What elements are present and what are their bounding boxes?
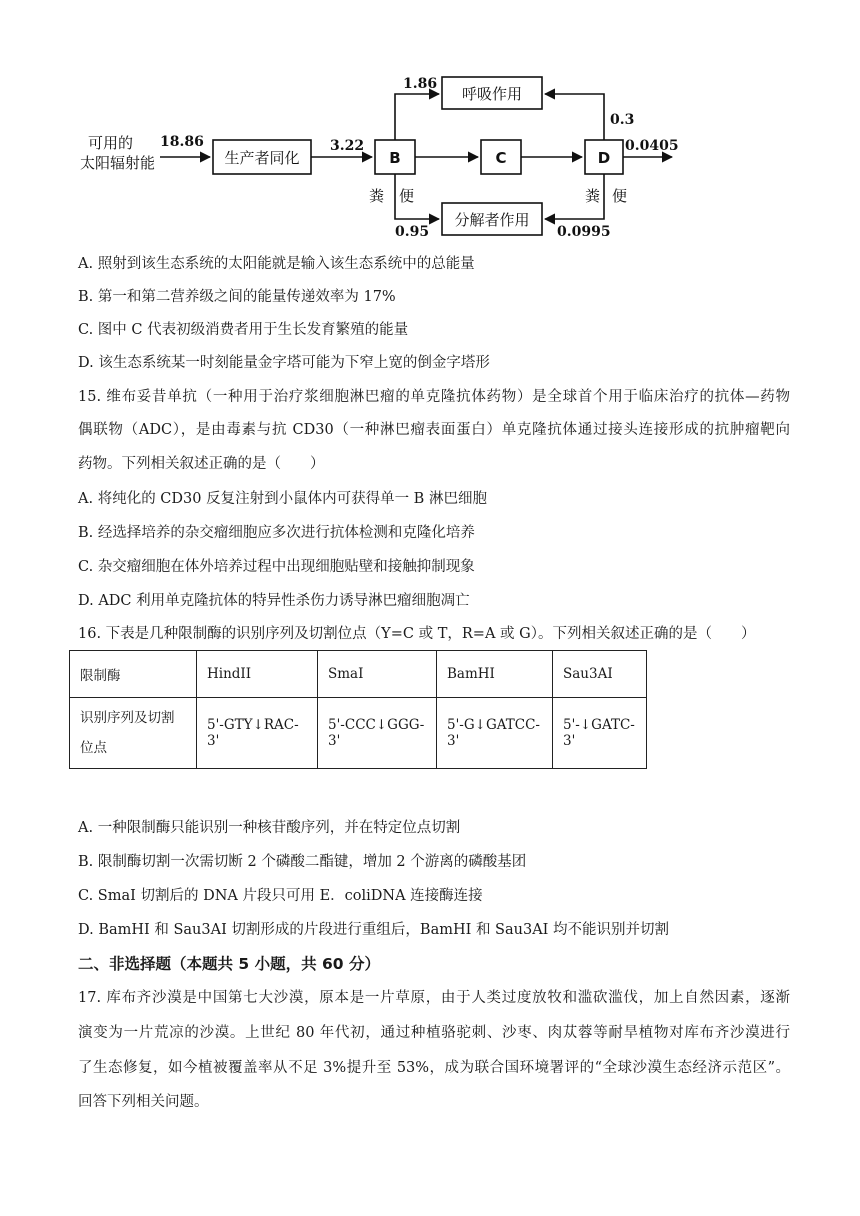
restriction-enzyme-table <box>69 650 647 769</box>
q15-stem-line-2: 偶联物（ADC），是由毒素与抗 CD30（一种淋巴瘤表面蛋白）单克隆抗体通过接头连接形成的抗肿瘤靶向 <box>78 422 790 438</box>
d-feces-label-1: 粪 <box>585 187 601 205</box>
arrow-b-to-respiration <box>395 94 439 140</box>
table-row <box>70 698 647 769</box>
source-label-2: 太阳辐射能 <box>80 154 156 172</box>
table-cell: Sau3AI <box>553 651 647 698</box>
energy-flow-diagram <box>0 0 860 250</box>
b-feces-label-1: 粪 <box>369 187 385 205</box>
q14-option-d: D. 该生态系统某一时刻能量金字塔可能为下窄上宽的倒金字塔形 <box>78 355 490 371</box>
source-label-1: 可用的 <box>88 134 134 152</box>
q15-option-a: A. 将纯化的 CD30 反复注射到小鼠体内可获得单一 B 淋巴细胞 <box>78 491 487 507</box>
arrow-d-to-respiration <box>545 94 604 140</box>
row-label-line-1: 识别序列及切割 <box>80 710 175 726</box>
node-c-label: C <box>495 149 507 167</box>
q17-line-4: 回答下列相关问题。 <box>78 1094 209 1110</box>
d-resp-value: 0.3 <box>610 112 635 128</box>
d-feces-label-2: 便 <box>612 187 628 205</box>
b-feces-label-2: 便 <box>399 187 415 205</box>
b-resp-value: 1.86 <box>403 76 438 92</box>
q14-option-b: B. 第一和第二营养级之间的能量传递效率为 17% <box>78 289 396 305</box>
q15-stem-line-3: 药物。下列相关叙述正确的是（ ） <box>78 456 325 472</box>
q15-option-d: D. ADC 利用单克隆抗体的特异性杀伤力诱导淋巴瘤细胞凋亡 <box>78 593 470 609</box>
q15-option-c: C. 杂交瘤细胞在体外培养过程中出现细胞贴壁和接触抑制现象 <box>78 559 475 575</box>
producer-label: 生产者同化 <box>224 149 300 167</box>
q17-line-3: 了生态修复，如今植被覆盖率从不足 3%提升至 53%，成为联合国环境署评的“全球沙漠生态经济示范区”。 <box>78 1060 790 1076</box>
q15-option-b: B. 经选择培养的杂交瘤细胞应多次进行抗体检测和克隆化培养 <box>78 525 475 541</box>
row-label-line-2: 位点 <box>80 740 107 756</box>
q16-option-d: D. BamHI 和 Sau3AI 切割形成的片段进行重组后，BamHI 和 Sau3AI 均不能识别并切割 <box>78 922 670 938</box>
q14-option-a: A. 照射到该生态系统的太阳能就是输入该生态系统中的总能量 <box>78 256 475 272</box>
respiration-label: 呼吸作用 <box>461 85 523 103</box>
q15-stem-line-1: 15. 维布妥昔单抗（一种用于治疗浆细胞淋巴瘤的单克隆抗体药物）是全球首个用于临床治疗的抗体—药物 <box>78 389 790 405</box>
q16-option-c: C. SmaI 切割后的 DNA 片段只可用 E．coliDNA 连接酶连接 <box>78 888 483 904</box>
source-value: 18.86 <box>160 134 204 150</box>
section-heading: 二、非选择题（本题共 5 小题，共 60 分） <box>78 955 380 973</box>
d-feces-value: 0.0995 <box>557 224 611 240</box>
q14-option-c: C. 图中 C 代表初级消费者用于生长发育繁殖的能量 <box>78 322 409 338</box>
table-cell: 5'-↓GATC-3' <box>553 698 647 769</box>
table-cell: 5'-G↓GATCC-3' <box>437 698 553 769</box>
table-cell <box>70 698 197 769</box>
table-cell: 5'-GTY↓RAC-3' <box>197 698 318 769</box>
table-row <box>70 651 647 698</box>
producer-to-b-value: 3.22 <box>330 138 365 154</box>
q16-option-b: B. 限制酶切割一次需切断 2 个磷酸二酯键，增加 2 个游离的磷酸基团 <box>78 854 527 870</box>
decomposer-label: 分解者作用 <box>454 211 530 229</box>
d-out-value: 0.0405 <box>625 138 679 154</box>
table-cell: HindII <box>197 651 318 698</box>
b-feces-value: 0.95 <box>395 224 430 240</box>
node-b-label: B <box>389 149 401 167</box>
node-d-label: D <box>597 149 611 167</box>
table-cell: 5'-CCC↓GGG-3' <box>318 698 437 769</box>
q16-stem: 16. 下表是几种限制酶的识别序列及切割位点（Y=C 或 T，R=A 或 G）。下列相关叙述正确的是（ ） <box>78 626 756 642</box>
q17-line-2: 演变为一片荒凉的沙漠。上世纪 80 年代初，通过种植骆驼刺、沙枣、肉苁蓉等耐旱植物对库布齐沙漠进行 <box>78 1025 790 1041</box>
q16-option-a: A. 一种限制酶只能识别一种核苷酸序列，并在特定位点切割 <box>78 820 461 836</box>
q17-line-1: 17. 库布齐沙漠是中国第七大沙漠，原本是一片草原，由于人类过度放牧和滥砍滥伐，加上自然因素，逐渐 <box>78 990 790 1006</box>
table-cell: BamHI <box>437 651 553 698</box>
table-cell: 限制酶 <box>70 651 197 698</box>
table-cell: SmaI <box>318 651 437 698</box>
